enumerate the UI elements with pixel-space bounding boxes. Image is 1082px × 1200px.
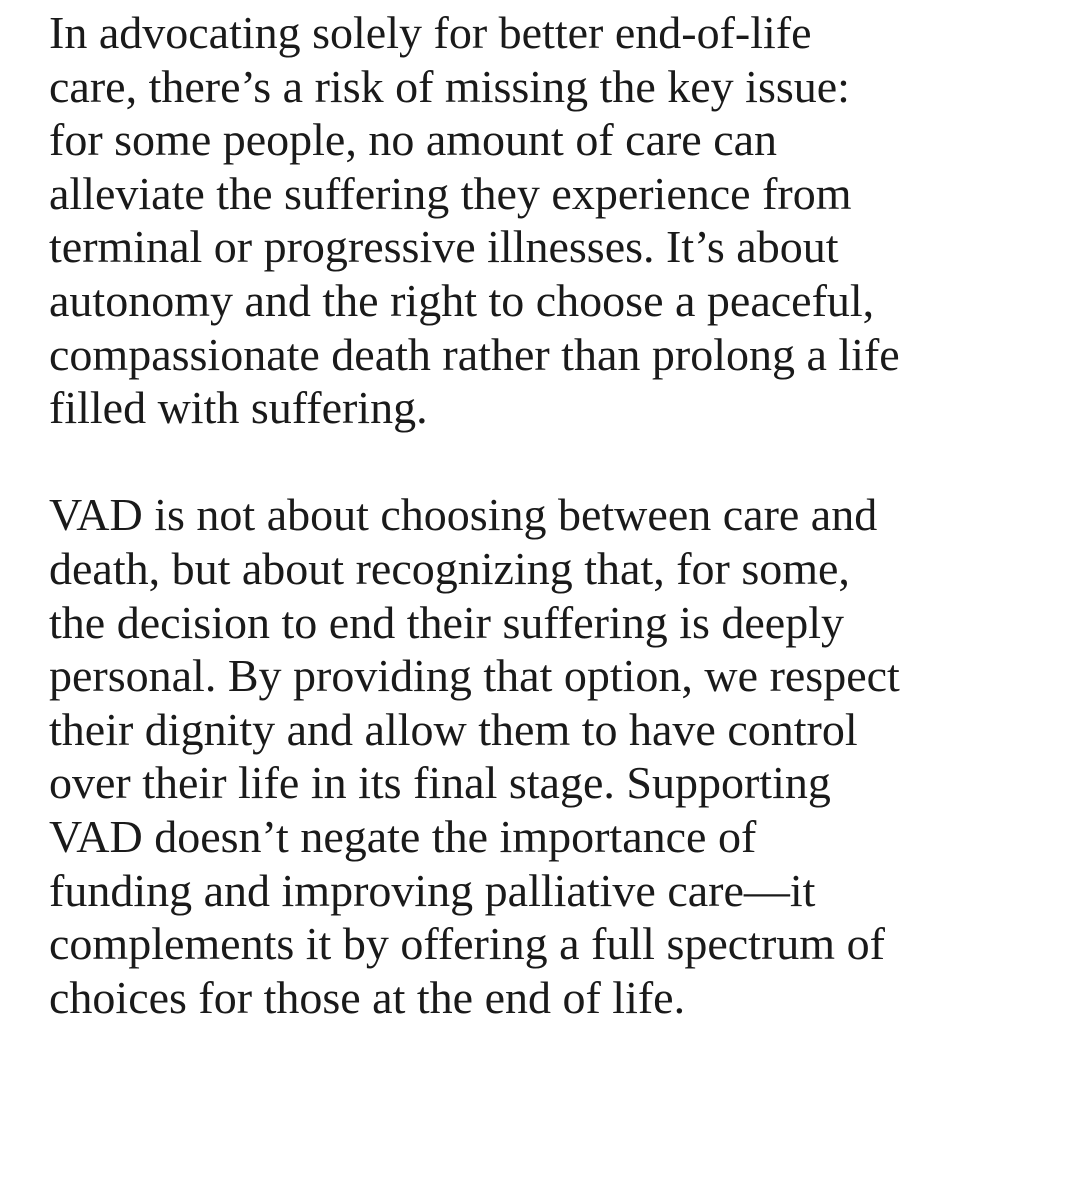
text-line: their dignity and allow them to have control: [49, 703, 858, 755]
text-line: compassionate death rather than prolong a life: [49, 328, 900, 380]
text-line: autonomy and the right to choose a peaceful,: [49, 274, 875, 326]
text-line: the decision to end their suffering is deeply: [49, 596, 845, 648]
paragraph-vad: [49, 488, 1059, 1024]
text-line: choices for those at the end of life.: [49, 971, 686, 1023]
text-line: over their life in its final stage. Supporting: [49, 757, 831, 809]
text-line: complements it by offering a full spectrum of: [49, 918, 885, 970]
text-line: death, but about recognizing that, for some,: [49, 542, 850, 594]
text-line: for some people, no amount of care can: [49, 114, 778, 166]
document-body: [49, 6, 1059, 1024]
text-line: filled with suffering.: [49, 382, 428, 434]
text-line: care, there’s a risk of missing the key issue:: [49, 60, 850, 112]
paragraph-autonomy: [49, 6, 1059, 435]
paragraph-gap: [49, 435, 1059, 489]
text-line: VAD is not about choosing between care and: [49, 489, 878, 541]
text-line: personal. By providing that option, we respect: [49, 650, 900, 702]
text-line: In advocating solely for better end-of-life: [49, 7, 812, 58]
text-line: funding and improving palliative care—it: [49, 864, 816, 916]
text-line: terminal or progressive illnesses. It’s about: [49, 221, 839, 273]
text-line: alleviate the suffering they experience from: [49, 167, 852, 219]
text-line: VAD doesn’t negate the importance of: [49, 810, 757, 862]
